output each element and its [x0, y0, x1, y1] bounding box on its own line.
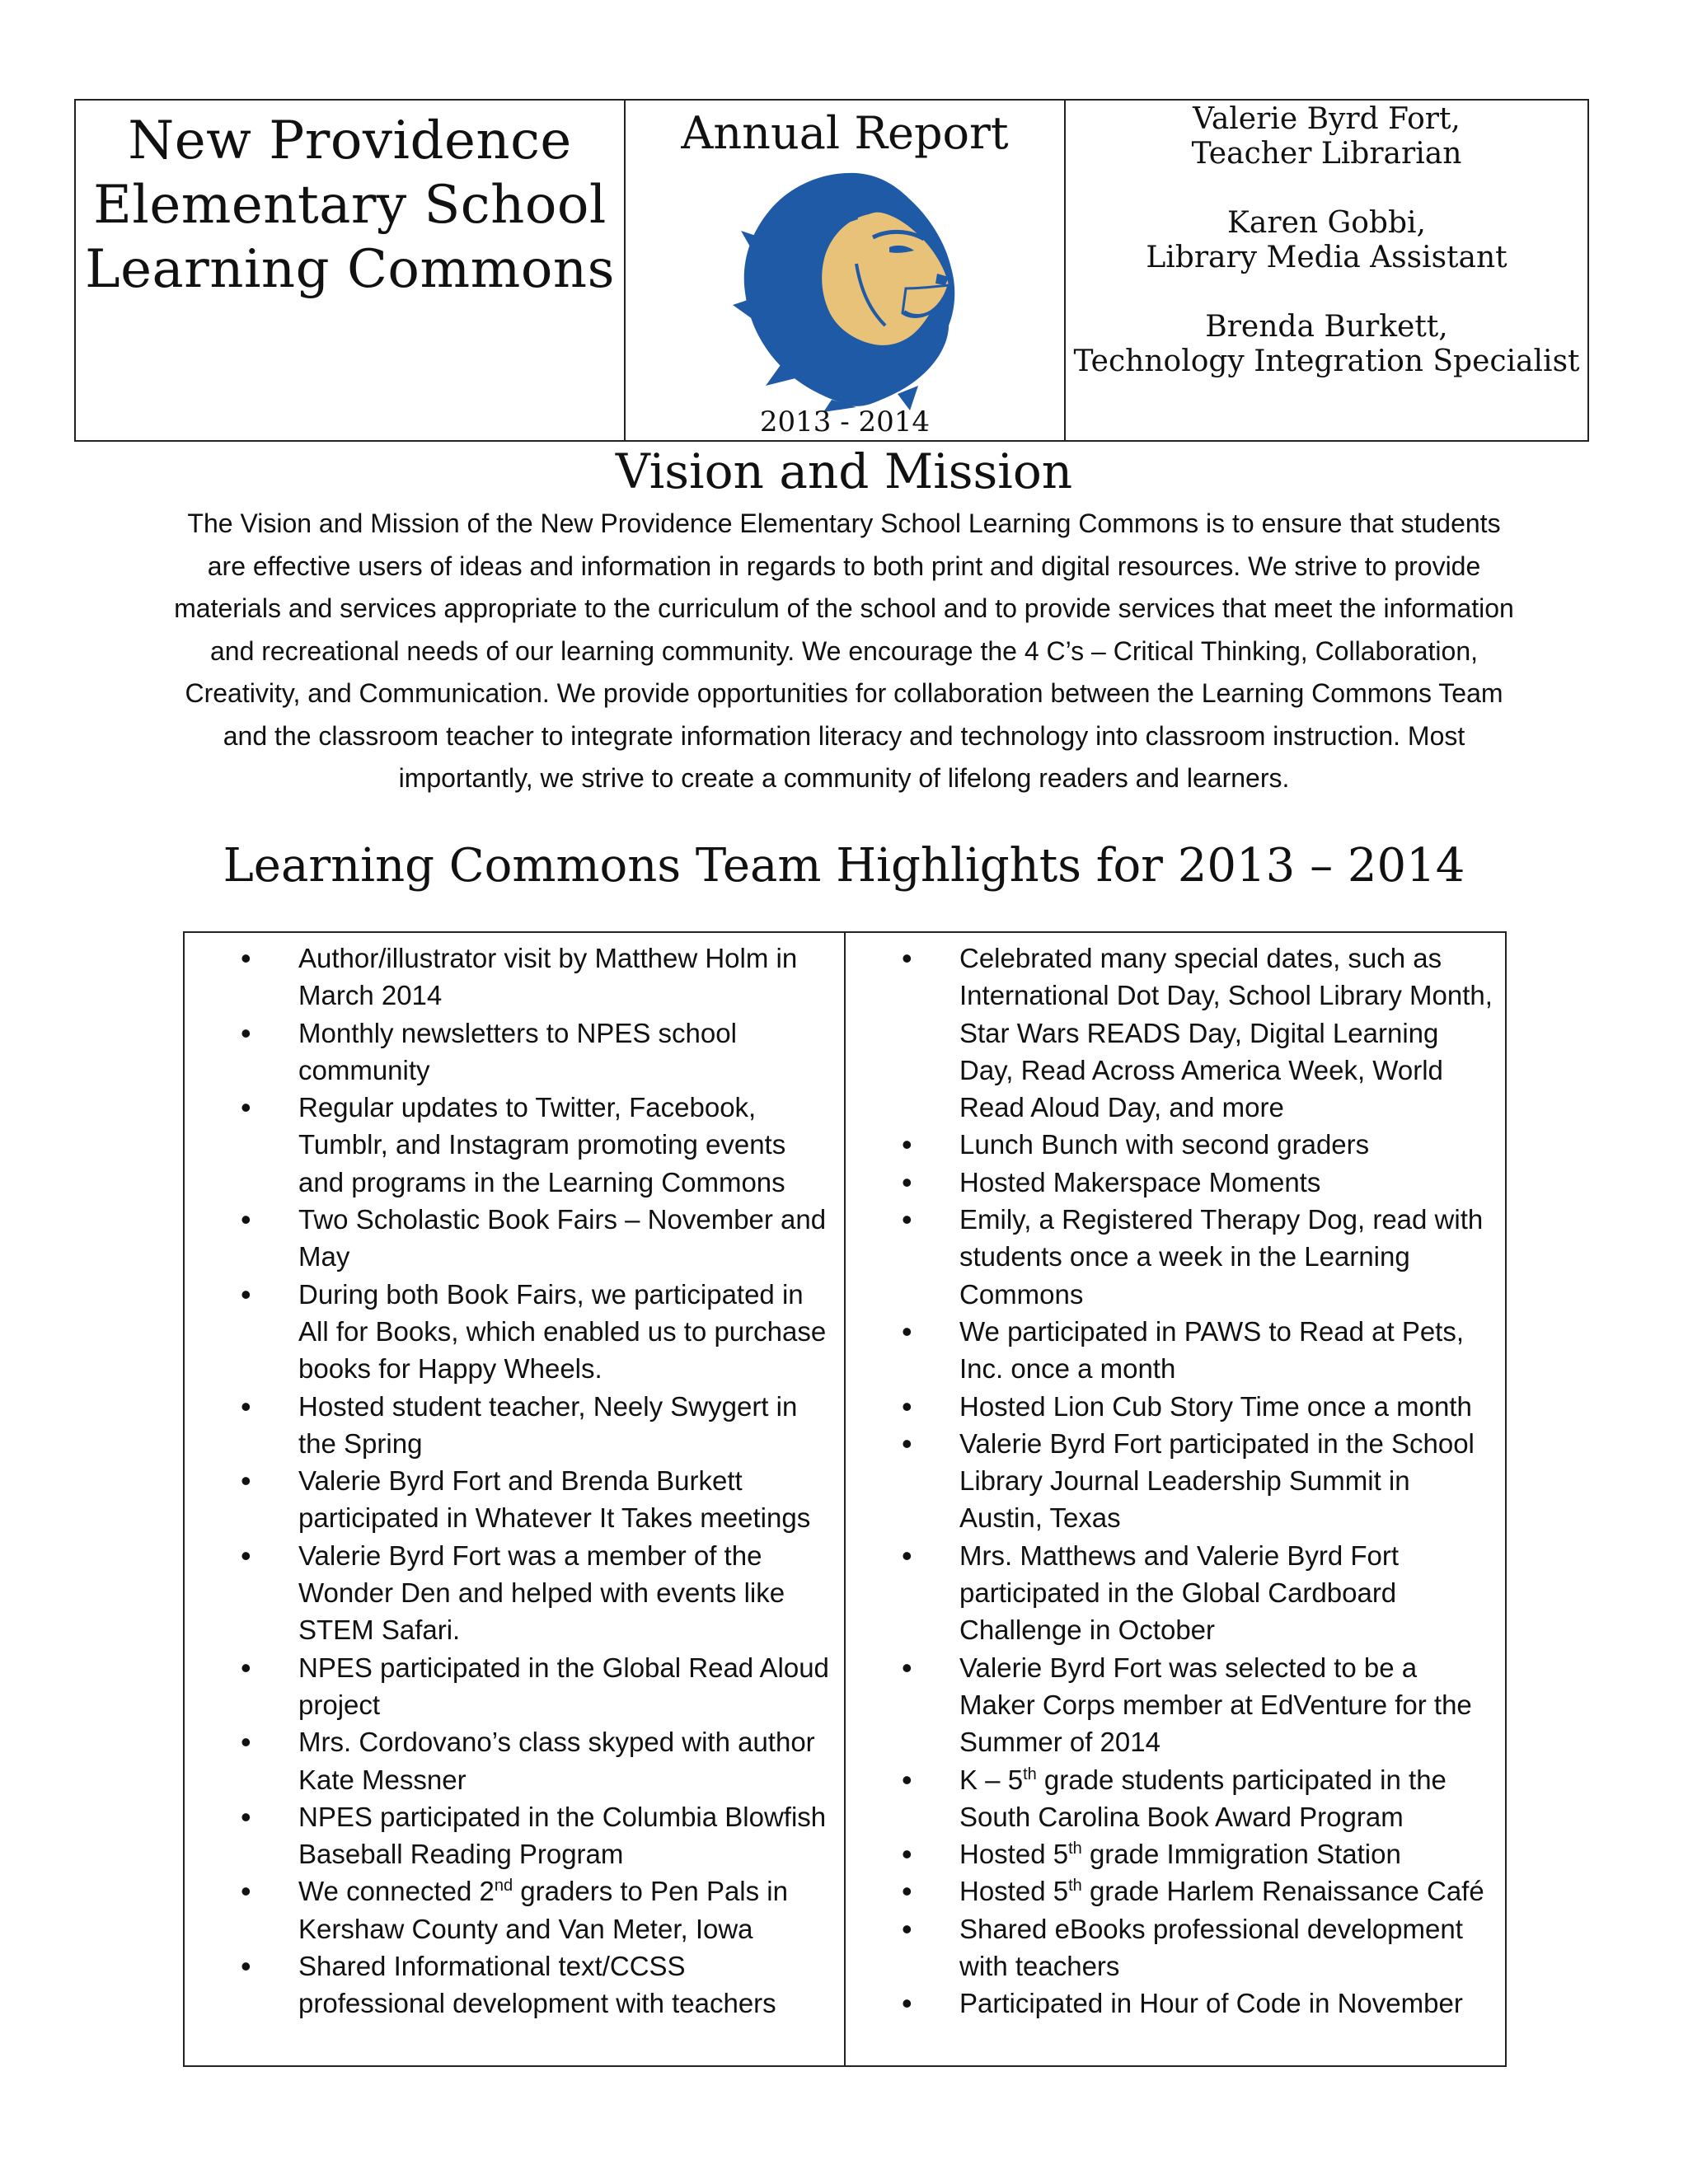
highlight-item: • Hosted Makerspace Moments [846, 1164, 1505, 1201]
ordinal-suffix: th [1023, 1765, 1037, 1783]
vision-paragraph: The Vision and Mission of the New Providence Elementary School Learning Commons is to ensure that students are effective users of ideas and information in regards to both print and digital resources. We strive to provide materials and services appropriate to the curriculum of the school and to provide services that meet the information and recreational needs of our learning community. We encourage the 4 C’s – Critical Thinking, Collaboration, Creativity, and Communication. We provide opportunities for collaboration between the Learning Commons Team and the classroom teacher to integrate information literacy and technology into classroom instruction. Most importantly, we strive to create a community of lifelong readers and learners. [174, 509, 1514, 793]
report-header [74, 99, 1589, 442]
staff-title: Teacher Librarian [1191, 137, 1462, 171]
highlight-item: • Mrs. Matthews and Valerie Byrd Fort participated in the Global Cardboard Challenge in October [846, 1537, 1505, 1649]
highlight-item: • Shared eBooks professional development with teachers [846, 1910, 1505, 1985]
highlight-item: • Mrs. Cordovano’s class skyped with author Kate Messner [185, 1723, 844, 1798]
school-name [76, 109, 624, 302]
highlight-item: • Hosted 5th grade Harlem Renaissance Café [846, 1872, 1505, 1910]
staff-member [1066, 102, 1587, 171]
staff-list [1066, 102, 1587, 379]
highlight-item: • K – 5th grade students participated in the South Carolina Book Award Program [846, 1761, 1505, 1836]
school-name-line-2: Elementary School [93, 175, 607, 236]
highlight-item: • Author/illustrator visit by Matthew Holm in March 2014 [185, 940, 844, 1015]
staff-cell [1066, 101, 1587, 440]
school-name-line-1: New Providence [128, 110, 572, 171]
highlight-item: • Valerie Byrd Fort and Brenda Burkett participated in Whatever It Takes meetings [185, 1462, 844, 1537]
highlight-item: • Valerie Byrd Fort was selected to be a Maker Corps member at EdVenture for the Summer of 2014 [846, 1649, 1505, 1761]
staff-member [1066, 310, 1587, 379]
report-title: Annual Report [681, 107, 1009, 159]
highlights-right-list [846, 940, 1505, 2022]
highlight-item: • Celebrated many special dates, such as International Dot Day, School Library Month, Star Wars READS Day, Digital Learning Day, Read Across America Week, World Read Aloud Day, and more [846, 940, 1505, 1126]
highlight-item: • Shared Informational text/CCSS professional development with teachers [185, 1947, 844, 2022]
highlights-heading: Learning Commons Team Highlights for 2013 – 2014 [223, 839, 1465, 893]
report-year: 2013 - 2014 [759, 405, 931, 438]
highlight-item: • We participated in PAWS to Read at Pets, Inc. once a month [846, 1313, 1505, 1388]
report-title-cell [626, 101, 1066, 440]
highlight-item: • NPES participated in the Columbia Blowfish Baseball Reading Program [185, 1798, 844, 1873]
highlights-left-column [185, 933, 846, 2065]
school-name-line-3: Learning Commons [85, 239, 615, 300]
highlight-item: • Valerie Byrd Fort participated in the School Library Journal Leadership Summit in Austin, Texas [846, 1425, 1505, 1537]
highlight-item: • Two Scholastic Book Fairs – November and May [185, 1201, 844, 1276]
staff-title: Library Media Assistant [1146, 241, 1507, 274]
staff-name: Valerie Byrd Fort, [1193, 102, 1461, 136]
highlight-item: • Emily, a Registered Therapy Dog, read with students once a week in the Learning Commons [846, 1201, 1505, 1313]
highlights-left-list [185, 940, 844, 2022]
lion-head-logo-icon [733, 165, 964, 412]
highlight-item: • Hosted 5th grade Immigration Station [846, 1835, 1505, 1872]
ordinal-suffix: th [1068, 1840, 1082, 1858]
highlights-right-column [846, 933, 1505, 2065]
highlight-item: • We connected 2nd graders to Pen Pals in Kershaw County and Van Meter, Iowa [185, 1872, 844, 1947]
staff-name: Brenda Burkett, [1205, 310, 1448, 344]
highlight-item: • Hosted student teacher, Neely Swygert in the Spring [185, 1388, 844, 1463]
staff-name: Karen Gobbi, [1227, 206, 1426, 240]
highlight-item: • NPES participated in the Global Read Aloud project [185, 1649, 844, 1724]
highlight-item: • Lunch Bunch with second graders [846, 1126, 1505, 1163]
highlights-table [183, 931, 1507, 2067]
staff-title: Technology Integration Specialist [1073, 344, 1580, 378]
highlight-item: • Regular updates to Twitter, Facebook, Tumblr, and Instagram promoting events and programs in the Learning Commons [185, 1089, 844, 1201]
highlight-item: • Hosted Lion Cub Story Time once a month [846, 1388, 1505, 1425]
vision-heading: Vision and Mission [615, 443, 1073, 499]
highlight-item: • Participated in Hour of Code in November [846, 1985, 1505, 2022]
highlight-item: • During both Book Fairs, we participated in All for Books, which enabled us to purchase books for Happy Wheels. [185, 1276, 844, 1388]
highlight-item: • Monthly newsletters to NPES school community [185, 1015, 844, 1090]
school-name-cell [76, 101, 626, 440]
ordinal-suffix: th [1068, 1877, 1082, 1896]
ordinal-suffix: nd [494, 1877, 513, 1896]
highlight-item: • Valerie Byrd Fort was a member of the Wonder Den and helped with events like STEM Safari. [185, 1537, 844, 1649]
staff-member [1066, 206, 1587, 275]
